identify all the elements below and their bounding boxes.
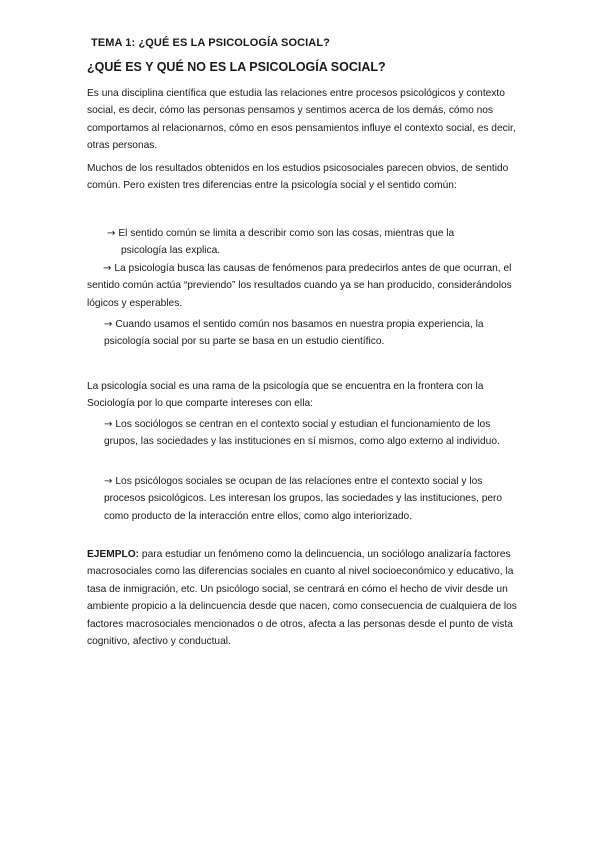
arrow-icon: → — [103, 263, 112, 274]
bullet-experience — [104, 316, 524, 351]
paragraph-common-sense: Muchos de los resultados obtenidos en los estudios psicosociales parecen obvios, de sentido común. Pero existen tres diferencias entre la psicología social y el sentido común: — [87, 163, 509, 192]
bullet-text: Cuando usamos el sentido común nos basamos en nuestra propia experiencia, la psicología social por su parte se basa en un estudio científico. — [104, 319, 484, 348]
arrow-icon: → — [104, 476, 113, 487]
bullet-text-continuation: psicología las explica. — [121, 245, 221, 257]
paragraph-definition: Es una disciplina científica que estudia las relaciones entre procesos psicológicos y contexto social, es decir, cómo las personas pensamos y sentimos acerca de los demás, cómo nos comportamos al relacionarnos, cómo en esos pensamientos influye el contexto social, es decir, otras personas. — [87, 88, 516, 152]
bullet-sociologists — [104, 416, 524, 451]
paragraph-example — [87, 546, 527, 650]
example-label: EJEMPLO: — [87, 549, 140, 560]
bullet-describe-explain — [107, 225, 507, 260]
arrow-icon: → — [104, 319, 113, 330]
example-text: para estudiar un fenómeno como la delincuencia, un sociólogo analizaría factores macrosociales como las diferencias sociales en cuanto al nivel socioeconómico y educativo, la tasa de inmigración, etc. Un psicólogo social, se centrará en cómo el hecho de vivir desde un ambiente propicio a la delincuencia desde que nacen, como consecuencia de cualquiera de los factores macrosociales mencionados o de otros, afecta a las personas desde el punto de vista cognitivo, afectivo y conductual. — [87, 549, 517, 648]
bullet-psychologists — [104, 473, 524, 525]
arrow-icon: → — [107, 228, 116, 239]
topic-title: TEMA 1: ¿QUÉ ES LA PSICOLOGÍA SOCIAL? — [91, 37, 330, 49]
section-heading: ¿QUÉ ES Y QUÉ NO ES LA PSICOLOGÍA SOCIAL? — [87, 60, 386, 74]
paragraph-sociology: La psicología social es una rama de la psicología que se encuentra en la frontera con la Sociología por lo que comparte intereses con ella: — [87, 381, 484, 410]
arrow-icon: → — [104, 419, 113, 430]
bullet-text: Los sociólogos se centran en el contexto social y estudian el funcionamiento de los grupos, las sociedades y las instituciones en sí mismos, como algo externo al individuo. — [104, 419, 500, 448]
bullet-text: La psicología busca las causas de fenómenos para predecirlos antes de que ocurran, el sentido común actúa “previendo” los resultados cuando ya se han producido, considerándolos lógicos y esperables. — [87, 263, 512, 309]
bullet-text: El sentido común se limita a describir como son las cosas, mientras que la — [118, 228, 455, 239]
bullet-causes — [87, 260, 527, 312]
bullet-text: Los psicólogos sociales se ocupan de las relaciones entre el contexto social y los procesos psicológicos. Les interesan los grupos, las sociedades y las instituciones, pero como producto de la interacción entre ellos, como algo interiorizado. — [104, 476, 503, 522]
